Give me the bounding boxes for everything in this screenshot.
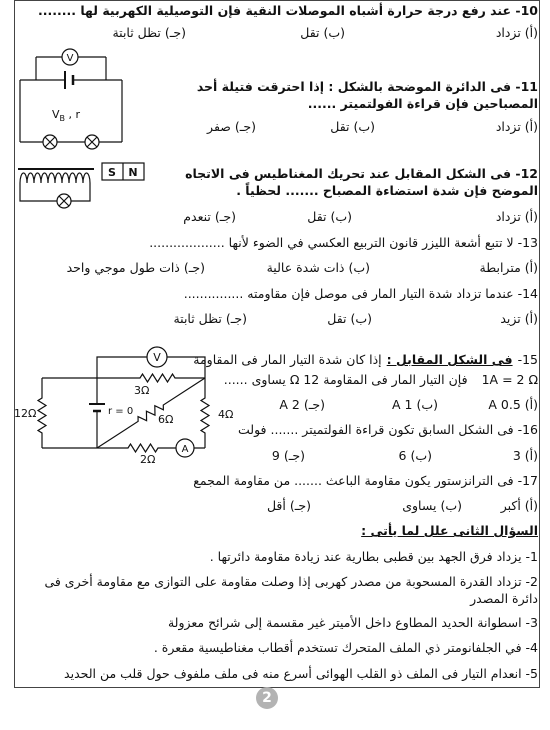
question-14-options xyxy=(0,310,550,327)
question-12: 12- فى الشكل المقابل عند تحريك المغناطيس فى الاتجاه الموضح فإن شدة استضاءة المصباح ....... لحظياً . xyxy=(185,166,538,198)
page-number: 2 xyxy=(256,687,278,709)
right-branch-resistor xyxy=(201,378,209,448)
magnet-n-pole-label: N xyxy=(128,166,138,179)
resistor-3ohm-label: 3Ω xyxy=(134,384,150,397)
battery-label-sub: B xyxy=(59,114,66,123)
question-15-line1 xyxy=(188,351,538,368)
voltmeter-label: V xyxy=(153,351,161,364)
resistor-4ohm-label: 4Ω xyxy=(218,408,234,421)
figure-q11-circuit xyxy=(16,46,128,154)
q13-option-b: (ب) ذات شدة عالية xyxy=(266,260,370,275)
magnet-s-pole-label: S xyxy=(108,166,116,179)
q15-option-a: (أ) 0.5 A xyxy=(488,397,538,412)
q16-option-c: (جـ) 9 xyxy=(271,448,305,463)
question-16-options xyxy=(0,447,550,464)
question-17-options xyxy=(0,497,550,514)
voltmeter-label: V xyxy=(66,53,74,64)
q15-formula: 1A = 2 Ω xyxy=(481,372,538,387)
resistor-6ohm-label: 6Ω xyxy=(158,413,174,426)
q12-option-c: (جـ) تنعدم xyxy=(183,209,236,224)
left-branch-resistor xyxy=(38,378,46,448)
bulb-icon xyxy=(57,194,71,208)
q15-lead: فى الشكل المقابل : xyxy=(386,352,513,367)
resistor-2ohm-label: 2Ω xyxy=(140,453,156,466)
question-10-options xyxy=(0,24,550,41)
q10-option-b: (ب) تقل xyxy=(300,25,345,40)
question-11-options xyxy=(0,118,550,135)
section-2-item-4: 4- في الجلفانومتر ذي الملف المتحرك تستخدم أقطاب مغناطيسية مقعرة . xyxy=(153,640,538,655)
question-10: 10- عند رفع درجة حرارة أشباه الموصلات النقية فإن التوصيلية الكهربية لها ........ xyxy=(38,3,538,18)
section-2-item-2: 2- تزداد القدرة المسحوبة من مصدر كهربى إذا وصلت مقاومة على التوازى مع مقاومة أخرى فى دائرة المصدر xyxy=(44,574,538,606)
battery-label-rest: , r xyxy=(65,108,81,121)
solenoid-coil xyxy=(20,173,90,183)
q15-number: 15- xyxy=(517,352,538,367)
coil-wires xyxy=(20,183,90,201)
bulb-icon xyxy=(85,135,99,149)
internal-resistance-label: r = 0 xyxy=(108,406,134,417)
battery-label-v: V xyxy=(52,108,60,121)
bulb-icon xyxy=(43,135,57,149)
q14-option-c: (جـ) تظل ثابتة xyxy=(173,311,247,326)
question-13: 13- لا تتبع أشعة الليزر قانون التربيع العكسي في الضوء لأنها ................... xyxy=(149,235,538,250)
q11-option-c: (جـ) صفر xyxy=(207,119,256,134)
q14-option-a: (أ) تزيد xyxy=(500,311,538,326)
ammeter-label: A xyxy=(181,444,189,455)
q15-option-b: (ب) 1 A xyxy=(392,397,438,412)
question-11: 11- فى الدائرة الموضحة بالشكل : إذا احترقت فتيلة أحد المصباحين فإن قراءة الفولتميتر ...... xyxy=(196,79,538,111)
question-16: 16- فى الشكل السابق تكون قراءة الفولتميتر ....... فولت xyxy=(238,422,538,437)
q15-text-line1: إذا كان شدة التيار المار فى المقاومة xyxy=(193,352,382,367)
q16-option-a: (أ) 3 xyxy=(512,448,538,463)
q17-option-b: (ب) يساوى xyxy=(402,498,462,513)
q17-option-a: (أ) أكبر xyxy=(500,498,538,513)
q10-option-c: (جـ) تظل ثابتة xyxy=(112,25,186,40)
top-branch-resistor xyxy=(42,374,205,382)
q15-option-c: (جـ) 2 A xyxy=(279,397,325,412)
q11-option-b: (ب) تقل xyxy=(330,119,375,134)
q15-text-line2: فإن التيار المار فى المقاومة 12 Ω يساوى ...... xyxy=(223,372,468,387)
q12-option-b: (ب) تقل xyxy=(307,209,352,224)
question-13-options xyxy=(0,259,550,276)
section-2-item-1: 1- يزداد فرق الجهد بين قطبى بطارية عند زيادة مقاومة دائرتها . xyxy=(209,549,538,564)
q13-option-c: (جـ) ذات طول موجي واحد xyxy=(66,260,205,275)
q10-option-a: (أ) تزداد xyxy=(495,25,538,40)
question-15-line2 xyxy=(224,371,538,388)
section-2-item-5: 5- انعدام التيار فى الملف ذو القلب الهوائى أسرع منه فى ملف ملفوف حول قلب من الحديد xyxy=(64,666,538,681)
section-2-heading: السؤال الثانى علل لما يأتى : xyxy=(361,523,538,538)
question-14: 14- عندما تزداد شدة التيار المار فى موصل فإن مقاومته ............... xyxy=(183,286,538,301)
section-2-item-3: 3- اسطوانة الحديد المطاوع داخل الأميتر غير مقسمة إلى شرائح معزولة xyxy=(167,615,538,630)
question-15-options xyxy=(0,396,550,413)
q17-option-c: (جـ) أقل xyxy=(266,498,311,513)
q11-option-a: (أ) تزداد xyxy=(495,119,538,134)
resistor-12ohm-label: 12Ω xyxy=(14,407,37,420)
q12-option-a: (أ) تزداد xyxy=(495,209,538,224)
q13-option-a: (أ) مترابطة xyxy=(479,260,538,275)
q14-option-b: (ب) تقل xyxy=(327,311,372,326)
question-12-options xyxy=(0,208,550,225)
q16-option-b: (ب) 6 xyxy=(398,448,432,463)
question-17: 17- فى الترانزستور يكون مقاومة الباعث ....... من مقاومة المجمع xyxy=(193,473,538,488)
